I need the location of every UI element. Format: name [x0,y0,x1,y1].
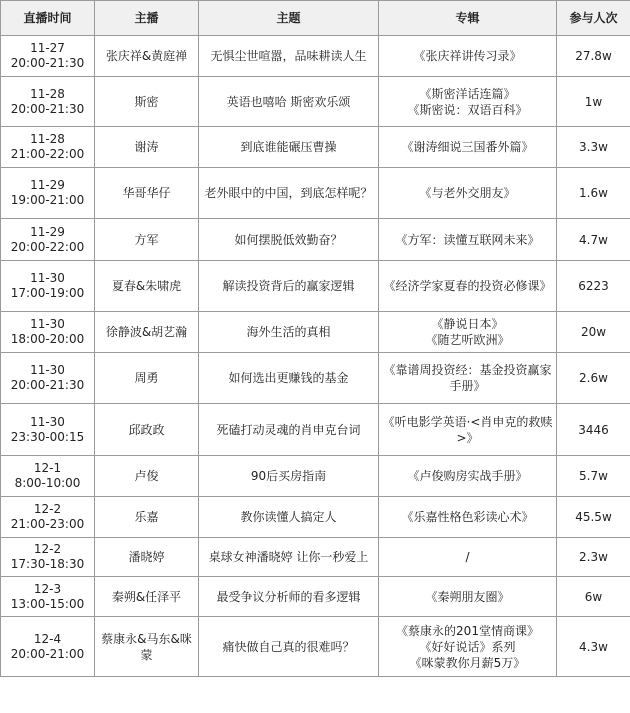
cell-album-line: 《静说日本》 [431,317,504,331]
cell-time-range: 18:00-20:00 [10,332,85,346]
cell-date: 12-2 [33,542,62,556]
cell-date: 11-30 [30,414,65,429]
cell-host: 方军 [95,219,199,261]
cell-host: 卢俊 [95,456,199,497]
cell-host: 邱政政 [95,404,199,456]
cell-topic: 教你读懂人搞定人 [199,497,379,538]
table-row [1,127,630,168]
cell-date: 11-28 [30,132,65,146]
cell-album-line: 《卢俊购房实战手册》 [407,469,528,483]
cell-topic: 海外生活的真相 [199,312,379,353]
cell-time [1,497,95,538]
cell-host: 华哥华仔 [95,168,199,219]
cell-time-range: 8:00-10:00 [14,476,81,490]
cell-album [379,77,557,127]
header-host: 主播 [95,1,199,36]
cell-participants: 4.3w [557,617,630,677]
cell-album [379,261,557,312]
cell-time-range: 21:00-23:00 [10,517,85,531]
cell-date: 11-27 [30,41,65,55]
cell-topic: 90后买房指南 [199,456,379,497]
table-row [1,404,630,456]
cell-album-line: 《听电影学英语·<肖申克的救赎>》 [382,414,553,445]
cell-date: 11-29 [30,178,65,192]
cell-album-line: 《谢涛细说三国番外篇》 [401,140,534,154]
cell-date: 12-3 [33,581,62,596]
cell-time [1,617,95,677]
cell-participants: 6w [557,577,630,617]
cell-host: 蔡康永&马东&咪蒙 [95,617,199,677]
cell-album [379,404,557,456]
cell-album [379,456,557,497]
cell-time-range: 20:00-21:30 [10,101,85,116]
cell-time [1,261,95,312]
cell-date: 11-30 [30,271,65,285]
cell-album [379,36,557,77]
cell-time [1,36,95,77]
cell-date: 11-30 [30,317,65,331]
header-participants: 参与人次 [557,1,630,36]
cell-participants: 1.6w [557,168,630,219]
cell-participants: 6223 [557,261,630,312]
cell-topic: 到底谁能碾压曹操 [199,127,379,168]
cell-participants: 4.7w [557,219,630,261]
cell-participants: 2.6w [557,353,630,404]
cell-topic: 最受争议分析师的看多逻辑 [199,577,379,617]
cell-album-line: 《方军：读懂互联网未来》 [395,232,540,247]
cell-host: 斯密 [95,77,199,127]
cell-date: 11-30 [30,363,65,377]
cell-album [379,219,557,261]
cell-participants: 27.8w [557,36,630,77]
cell-participants: 3446 [557,404,630,456]
cell-time [1,353,95,404]
cell-album [379,312,557,353]
cell-time [1,168,95,219]
cell-time [1,456,95,497]
cell-time-range: 23:30-00:15 [10,429,85,444]
cell-time-range: 17:30-18:30 [10,557,85,571]
table-row [1,456,630,497]
cell-host: 张庆祥&黄庭禅 [95,36,199,77]
cell-album-line: 《靠谱周投资经：基金投资赢家手册》 [383,363,552,393]
cell-participants: 5.7w [557,456,630,497]
table-body [1,36,630,677]
cell-album-line: 《张庆祥讲传习录》 [413,49,522,63]
cell-participants: 45.5w [557,497,630,538]
cell-time [1,538,95,577]
cell-participants: 20w [557,312,630,353]
cell-participants: 1w [557,77,630,127]
cell-host: 夏春&朱啸虎 [95,261,199,312]
cell-host: 秦朔&任泽平 [95,577,199,617]
table-row [1,538,630,577]
cell-date: 11-29 [30,224,65,239]
cell-album-line: 《乐嘉性格色彩读心术》 [401,510,534,524]
cell-date: 12-2 [33,502,62,516]
cell-participants: 2.3w [557,538,630,577]
cell-time [1,77,95,127]
cell-album-line: / [465,550,470,564]
cell-time-range: 13:00-15:00 [10,596,85,611]
cell-album [379,127,557,168]
cell-topic: 如何选出更赚钱的基金 [199,353,379,404]
cell-host: 周勇 [95,353,199,404]
cell-album-line: 《秦朔朋友圈》 [425,589,510,604]
cell-album-line: 《经济学家夏春的投资必修课》 [383,279,552,293]
cell-time [1,404,95,456]
cell-time-range: 20:00-21:00 [10,646,85,661]
cell-time-range: 20:00-21:30 [10,56,85,70]
cell-album [379,168,557,219]
cell-album-line: 《随艺听欧洲》 [425,333,510,347]
cell-topic: 如何摆脱低效勤奋？ [199,219,379,261]
cell-host: 乐嘉 [95,497,199,538]
cell-topic: 痛快做自己真的很难吗？ [199,617,379,677]
cell-topic: 老外眼中的中国，到底怎样呢？ [199,168,379,219]
table-header-row [1,1,630,36]
cell-topic: 英语也嘻哈 斯密欢乐颂 [199,77,379,127]
cell-topic: 无惧尘世喧嚣，品味耕读人生 [199,36,379,77]
table-row [1,168,630,219]
cell-topic: 解读投资背后的赢家逻辑 [199,261,379,312]
cell-topic: 死磕打动灵魂的肖申克台词 [199,404,379,456]
cell-time [1,127,95,168]
cell-time-range: 19:00-21:00 [10,193,85,207]
header-topic: 主题 [199,1,379,36]
cell-time-range: 21:00-22:00 [10,147,85,161]
cell-album [379,617,557,677]
table-row [1,577,630,617]
cell-time-range: 20:00-21:30 [10,378,85,392]
cell-participants: 3.3w [557,127,630,168]
header-album: 专辑 [379,1,557,36]
cell-album-line: 《好好说话》系列 [419,639,516,654]
cell-date: 12-4 [33,631,62,646]
table-row [1,312,630,353]
table-row [1,36,630,77]
table-row [1,353,630,404]
cell-time-range: 20:00-22:00 [10,239,85,254]
cell-album-line: 《斯密说：双语百科》 [407,102,528,117]
cell-date: 12-1 [33,461,62,475]
cell-album-line: 《咪蒙教你月薪5万》 [409,655,526,670]
cell-album [379,538,557,577]
cell-topic: 桌球女神潘晓婷 让你一秒爱上 [199,538,379,577]
table-row [1,219,630,261]
table-row [1,497,630,538]
cell-album-line: 《斯密洋话连篇》 [419,86,516,101]
cell-host: 徐静波&胡艺瀚 [95,312,199,353]
cell-album [379,497,557,538]
table-row [1,617,630,677]
table-row [1,261,630,312]
cell-time [1,312,95,353]
cell-album [379,353,557,404]
header-time: 直播时间 [1,1,95,36]
cell-date: 11-28 [30,86,65,101]
cell-host: 谢涛 [95,127,199,168]
cell-time-range: 17:00-19:00 [10,286,85,300]
cell-album-line: 《与老外交朋友》 [419,186,516,200]
table-row [1,77,630,127]
cell-album [379,577,557,617]
cell-time [1,577,95,617]
cell-host: 潘晓婷 [95,538,199,577]
cell-time [1,219,95,261]
cell-album-line: 《蔡康永的201堂情商课》 [396,623,539,638]
